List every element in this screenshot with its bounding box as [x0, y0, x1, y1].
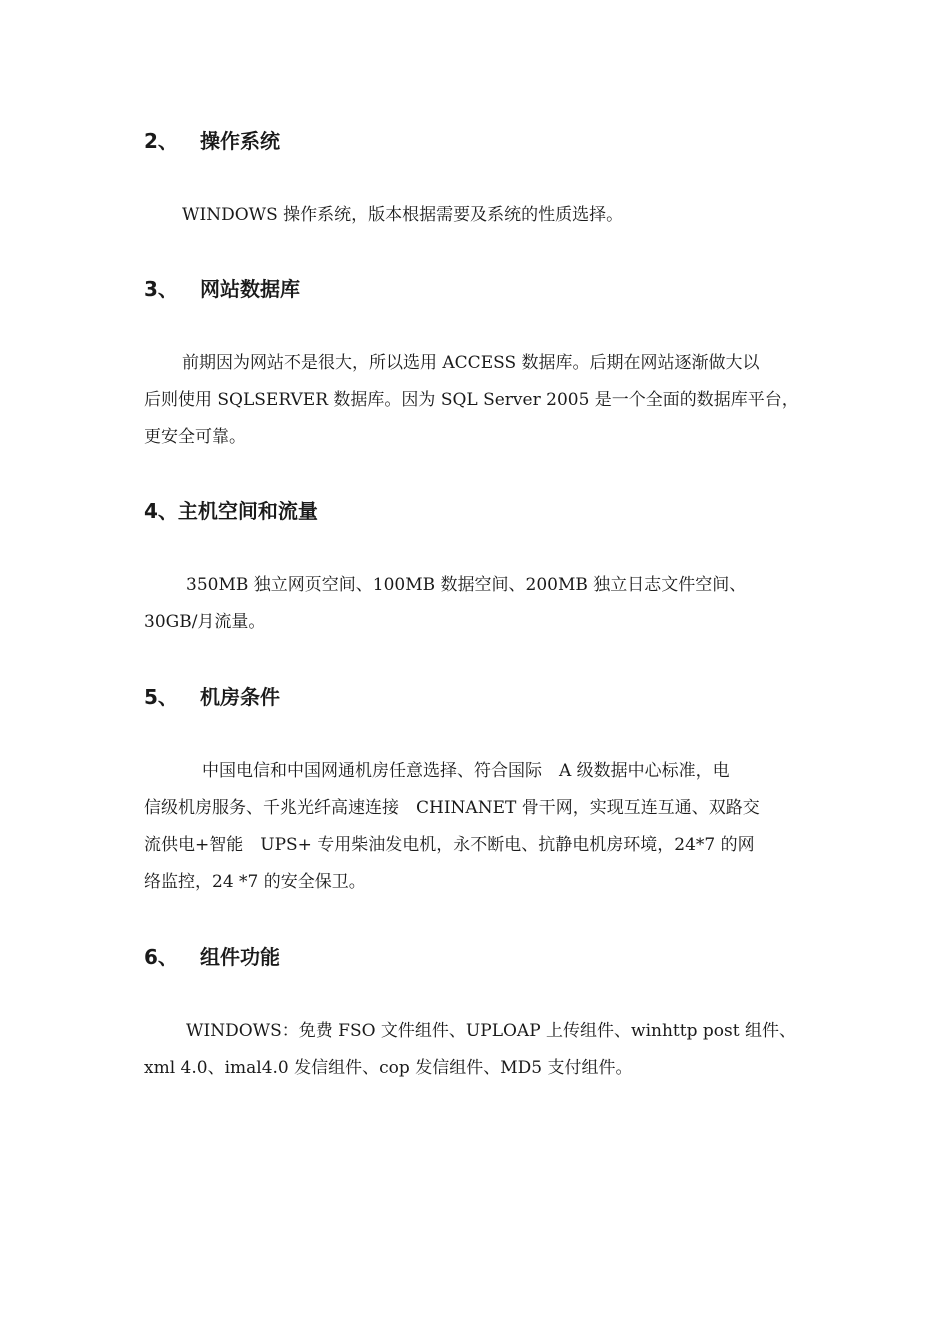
- paragraph-line: 350MB 独立网页空间、100MB 数据空间、200MB 独立日志文件空间、: [186, 575, 747, 595]
- paragraph-line: 中国电信和中国网通机房任意选择、符合国际 A 级数据中心标准，电: [202, 761, 730, 781]
- paragraph-line: xml 4.0、imal4.0 发信组件、cop 发信组件、MD5 支付组件。: [144, 1058, 633, 1078]
- section-number: 5、: [144, 685, 178, 709]
- paragraph-line: 络监控，24 *7 的安全保卫。: [144, 872, 366, 892]
- section-heading-6: [144, 944, 280, 970]
- section-number: 2、: [144, 129, 178, 153]
- paragraph-line: 更安全可靠。: [144, 427, 246, 447]
- paragraph-line: 后则使用 SQLSERVER 数据库。因为 SQL Server 2005 是一个全面的数据库平台，: [144, 390, 799, 410]
- section-title: 组件功能: [200, 945, 280, 969]
- section-title: 网站数据库: [200, 277, 300, 301]
- section-number: 4、: [144, 499, 178, 523]
- section-paragraph-3: [144, 345, 810, 456]
- section-paragraph-2: [144, 197, 810, 234]
- paragraph-line: 信级机房服务、千兆光纤高速连接 CHINANET 骨干网，实现互连互通、双路交: [144, 798, 760, 818]
- paragraph-line: 前期因为网站不是很大，所以选用 ACCESS 数据库。后期在网站逐渐做大以: [182, 353, 760, 373]
- section-heading-4: [144, 498, 318, 524]
- section-title: 机房条件: [200, 685, 280, 709]
- section-heading-5: [144, 684, 280, 710]
- section-title: 主机空间和流量: [177, 499, 318, 523]
- section-paragraph-4: [144, 567, 810, 641]
- paragraph-line: 30GB/月流量。: [144, 612, 266, 632]
- section-heading-2: [144, 128, 280, 154]
- section-heading-3: [144, 276, 300, 302]
- section-paragraph-6: [144, 1013, 810, 1087]
- paragraph-line: 流供电+智能 UPS+ 专用柴油发电机，永不断电、抗静电机房环境，24*7 的网: [144, 835, 755, 855]
- section-number: 3、: [144, 277, 178, 301]
- section-paragraph-5: [144, 753, 810, 901]
- paragraph-line: WINDOWS：免费 FSO 文件组件、UPLOAP 上传组件、winhttp post 组件、: [186, 1021, 796, 1041]
- paragraph-line: WINDOWS 操作系统，版本根据需要及系统的性质选择。: [182, 205, 624, 225]
- section-number: 6、: [144, 945, 178, 969]
- section-title: 操作系统: [200, 129, 280, 153]
